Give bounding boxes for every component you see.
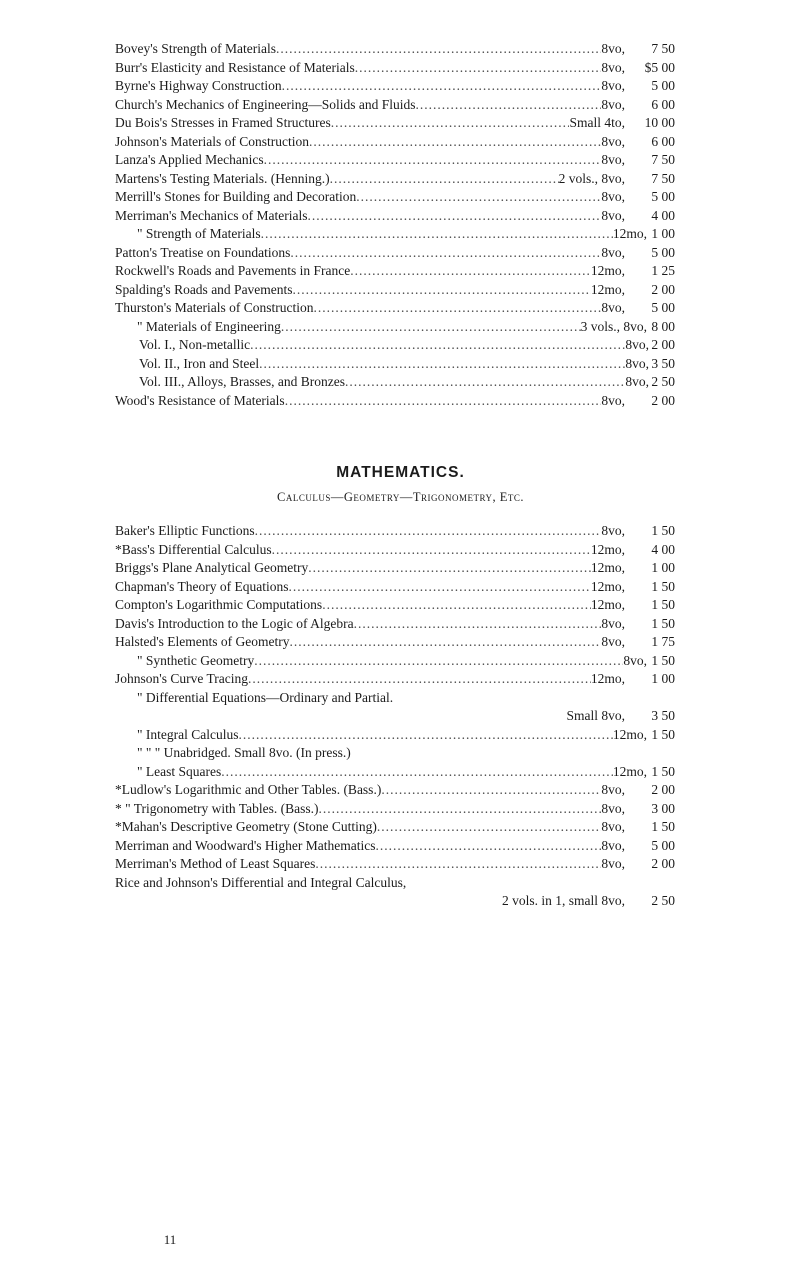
- book-format: 8vo,: [601, 634, 625, 649]
- book-entry: [115, 151, 675, 170]
- book-entry: [115, 318, 675, 337]
- book-title: Rice and Johnson's Differential and Integral Calculus,: [115, 874, 407, 890]
- book-format: 8vo,: [601, 819, 625, 834]
- dot-leader: [354, 615, 602, 634]
- book-price: 7 50: [651, 41, 675, 56]
- book-entry: [115, 392, 675, 411]
- book-price: 2 00: [651, 782, 675, 797]
- dot-leader: [259, 355, 625, 374]
- dot-leader: [290, 244, 601, 263]
- section-heading: MATHEMATICS.: [336, 464, 465, 481]
- book-entry: [115, 59, 675, 78]
- book-entry: [115, 281, 675, 300]
- book-format: 8vo,: [601, 207, 625, 223]
- book-format: 8vo,: [601, 392, 625, 408]
- book-price: 8 00: [651, 318, 675, 334]
- dot-leader: [221, 763, 613, 782]
- book-entry: [115, 615, 675, 634]
- book-price: 5 00: [651, 189, 675, 204]
- book-title: Merriman's Method of Least Squares: [115, 856, 316, 871]
- dot-leader: [315, 855, 601, 874]
- book-format: 12mo,: [590, 560, 625, 575]
- book-entry: [115, 225, 675, 244]
- book-format: 12mo,: [590, 671, 625, 686]
- book-format: Small 8vo,: [566, 708, 625, 723]
- book-price: 2 50: [651, 374, 675, 389]
- book-price: 5 00: [651, 837, 675, 853]
- book-price: 1 50: [651, 819, 675, 834]
- dot-leader: [350, 262, 591, 281]
- book-entry: [115, 262, 675, 281]
- book-title: Compton's Logarithmic Computations: [115, 597, 323, 612]
- dot-leader: [248, 670, 591, 689]
- book-price: 10 00: [644, 115, 675, 130]
- book-format: 2 vols., 8vo,: [558, 170, 625, 186]
- book-entry: [115, 578, 675, 597]
- book-price: 7 50: [651, 170, 675, 186]
- book-price: 5 00: [651, 300, 675, 315]
- book-format: 8vo,: [601, 133, 625, 149]
- book-price: 1 50: [651, 726, 675, 742]
- dot-leader: [331, 114, 570, 133]
- book-entry: [115, 96, 675, 115]
- book-title: Burr's Elasticity and Resistance of Materials: [115, 59, 355, 75]
- book-format: 8vo,: [601, 78, 625, 93]
- book-entry: [115, 355, 675, 374]
- book-price: 1 50: [651, 652, 675, 668]
- book-format: 8vo,: [601, 152, 625, 167]
- book-format: 2 vols. in 1, small 8vo,: [501, 893, 625, 908]
- book-title: Briggs's Plane Analytical Geometry: [115, 560, 309, 575]
- dot-leader: [261, 225, 613, 244]
- book-title: Martens's Testing Materials. (Henning.): [115, 170, 330, 186]
- book-title: Rockwell's Roads and Pavements in France: [115, 263, 351, 278]
- dot-leader: [377, 818, 601, 837]
- book-price: 1 75: [651, 634, 675, 649]
- book-title: Merrill's Stones for Building and Decoration: [115, 189, 357, 204]
- book-entry: [115, 170, 675, 189]
- book-entry: [115, 373, 675, 392]
- book-entry: [115, 781, 675, 800]
- dot-leader: [330, 170, 559, 189]
- book-entry: [115, 77, 675, 96]
- book-price: 6 00: [651, 96, 675, 112]
- book-format: 12mo,: [590, 597, 625, 612]
- book-format: 8vo,: [601, 856, 625, 871]
- book-price: 1 00: [651, 560, 675, 575]
- book-price: 7 50: [651, 152, 675, 167]
- book-price: 1 50: [651, 615, 675, 631]
- book-format: 12mo,: [590, 541, 625, 557]
- book-price: 3 00: [651, 800, 675, 816]
- book-entry: [115, 596, 675, 615]
- book-title: Thurston's Materials of Construction: [115, 300, 314, 315]
- dot-leader: [356, 188, 601, 207]
- book-price: 2 00: [651, 392, 675, 408]
- book-title: Patton's Treatise on Foundations: [115, 244, 291, 260]
- dot-leader: [290, 633, 602, 652]
- book-title: " Materials of Engineering: [137, 318, 281, 334]
- book-title: Chapman's Theory of Equations: [115, 578, 289, 594]
- book-format: 8vo,: [601, 837, 625, 853]
- book-price: 1 50: [651, 578, 675, 594]
- book-price: 2 00: [651, 856, 675, 871]
- book-title: Merriman's Mechanics of Materials: [115, 207, 308, 223]
- book-title: * " Trigonometry with Tables. (Bass.): [115, 800, 319, 816]
- book-title: Merriman and Woodward's Higher Mathematics: [115, 837, 376, 853]
- dot-leader: [318, 800, 601, 819]
- book-title: *Mahan's Descriptive Geometry (Stone Cutting): [115, 819, 377, 834]
- book-title: Halsted's Elements of Geometry: [115, 634, 290, 649]
- book-title: Davis's Introduction to the Logic of Algebra: [115, 615, 354, 631]
- mathematics-book-list: [115, 522, 675, 911]
- book-format: 8vo,: [623, 652, 647, 668]
- book-price: 3 50: [651, 355, 675, 371]
- book-price: 1 00: [651, 226, 675, 241]
- book-format: 8vo,: [601, 189, 625, 204]
- book-title: " Differential Equations—Ordinary and Partial.: [137, 689, 394, 705]
- dot-leader: [254, 652, 623, 671]
- dot-leader: [276, 40, 601, 59]
- dot-leader: [255, 522, 602, 541]
- book-price: 1 50: [651, 523, 675, 538]
- book-format: 12mo,: [612, 763, 647, 779]
- book-price: 1 25: [651, 263, 675, 278]
- dot-leader: [416, 96, 602, 115]
- book-format: 8vo,: [601, 244, 625, 260]
- book-entry: [115, 559, 675, 578]
- book-title: Vol. III., Alloys, Brasses, and Bronzes: [139, 374, 345, 389]
- book-format: 8vo,: [625, 355, 649, 371]
- dot-leader: [381, 781, 601, 800]
- dot-leader: [281, 318, 581, 337]
- book-title: *Bass's Differential Calculus: [115, 541, 272, 557]
- book-title: *Ludlow's Logarithmic and Other Tables. (Bass.): [115, 782, 382, 797]
- book-price: 1 00: [651, 671, 675, 686]
- book-title: " Integral Calculus: [137, 726, 239, 742]
- dot-leader: [238, 726, 612, 745]
- book-title: Johnson's Curve Tracing: [115, 671, 248, 686]
- book-format: Small 4to,: [569, 115, 625, 130]
- book-format: 12mo,: [612, 726, 647, 742]
- dot-leader: [272, 541, 591, 560]
- book-title: Lanza's Applied Mechanics: [115, 152, 264, 167]
- book-title: " Synthetic Geometry: [137, 652, 255, 668]
- book-title: Vol. II., Iron and Steel: [139, 355, 260, 371]
- dot-leader: [309, 133, 601, 152]
- book-format: 8vo,: [601, 96, 625, 112]
- page-number: 11: [163, 1232, 177, 1247]
- book-entry: [115, 670, 675, 689]
- book-price: 5 00: [651, 244, 675, 260]
- book-title: " " " Unabridged. Small 8vo. (In press.): [137, 745, 351, 760]
- book-format: 12mo,: [590, 263, 625, 278]
- book-format: 8vo,: [601, 523, 625, 538]
- book-format: 8vo,: [625, 337, 649, 352]
- engineering-book-list: [115, 40, 675, 410]
- book-entry: [115, 522, 675, 541]
- book-price: 2 50: [651, 893, 675, 908]
- dot-leader: [285, 392, 602, 411]
- book-price: 2 00: [651, 337, 675, 352]
- book-entry: [115, 114, 675, 133]
- book-entry: [115, 689, 675, 726]
- book-title: Johnson's Materials of Construction: [115, 133, 310, 149]
- book-price: 6 00: [651, 133, 675, 149]
- book-entry: [115, 133, 675, 152]
- dot-leader: [264, 151, 602, 170]
- book-price: 5 00: [651, 78, 675, 93]
- book-title: " Least Squares: [137, 763, 222, 779]
- book-format: 3 vols., 8vo,: [580, 318, 647, 334]
- book-title: " Strength of Materials: [137, 226, 261, 241]
- book-title: Spalding's Roads and Pavements: [115, 281, 293, 297]
- book-entry: [115, 726, 675, 745]
- book-entry: [115, 541, 675, 560]
- book-format: 12mo,: [590, 281, 625, 297]
- book-title: Wood's Resistance of Materials: [115, 392, 285, 408]
- book-format: 8vo,: [601, 59, 625, 75]
- book-price: 4 00: [651, 541, 675, 557]
- dot-leader: [355, 59, 602, 78]
- book-entry: [115, 744, 675, 763]
- book-price: 1 50: [651, 597, 675, 612]
- book-price: $5 00: [644, 59, 675, 75]
- book-format: 8vo,: [601, 800, 625, 816]
- dot-leader: [376, 837, 602, 856]
- book-format: 12mo,: [612, 226, 647, 241]
- book-entry: [115, 855, 675, 874]
- section-subheading: Calculus—Geometry—Trigonometry, Etc.: [276, 490, 524, 504]
- book-entry: [115, 837, 675, 856]
- book-price: 1 50: [651, 763, 675, 779]
- book-title: Vol. I., Non-metallic: [139, 337, 251, 352]
- dot-leader: [322, 596, 591, 615]
- book-entry: [115, 207, 675, 226]
- book-format: 8vo,: [601, 615, 625, 631]
- book-entry: [115, 336, 675, 355]
- book-entry: [115, 299, 675, 318]
- book-entry: [115, 40, 675, 59]
- dot-leader: [314, 299, 602, 318]
- book-entry: [115, 188, 675, 207]
- book-entry: [115, 763, 675, 782]
- book-price: 2 00: [651, 281, 675, 297]
- book-title: Byrne's Highway Construction: [115, 78, 282, 93]
- book-format: 8vo,: [601, 41, 625, 56]
- book-entry: [115, 800, 675, 819]
- book-price: 4 00: [651, 207, 675, 223]
- dot-leader: [293, 281, 591, 300]
- dot-leader: [250, 336, 625, 355]
- book-price: 3 50: [651, 708, 675, 723]
- dot-leader: [308, 559, 591, 578]
- book-format: 8vo,: [625, 374, 649, 389]
- book-entry: [115, 652, 675, 671]
- dot-leader: [289, 578, 591, 597]
- book-title: Church's Mechanics of Engineering—Solids and Fluids: [115, 96, 416, 112]
- book-title: Du Bois's Stresses in Framed Structures: [115, 115, 331, 130]
- book-entry: [115, 244, 675, 263]
- book-title: Baker's Elliptic Functions: [115, 523, 255, 538]
- book-entry: [115, 818, 675, 837]
- dot-leader: [345, 373, 625, 392]
- book-format: 12mo,: [590, 578, 625, 594]
- book-title: Bovey's Strength of Materials: [115, 41, 277, 56]
- dot-leader: [308, 207, 602, 226]
- book-format: 8vo,: [601, 300, 625, 315]
- dot-leader: [282, 77, 602, 96]
- book-format: 8vo,: [601, 782, 625, 797]
- book-entry: [115, 874, 675, 911]
- book-entry: [115, 633, 675, 652]
